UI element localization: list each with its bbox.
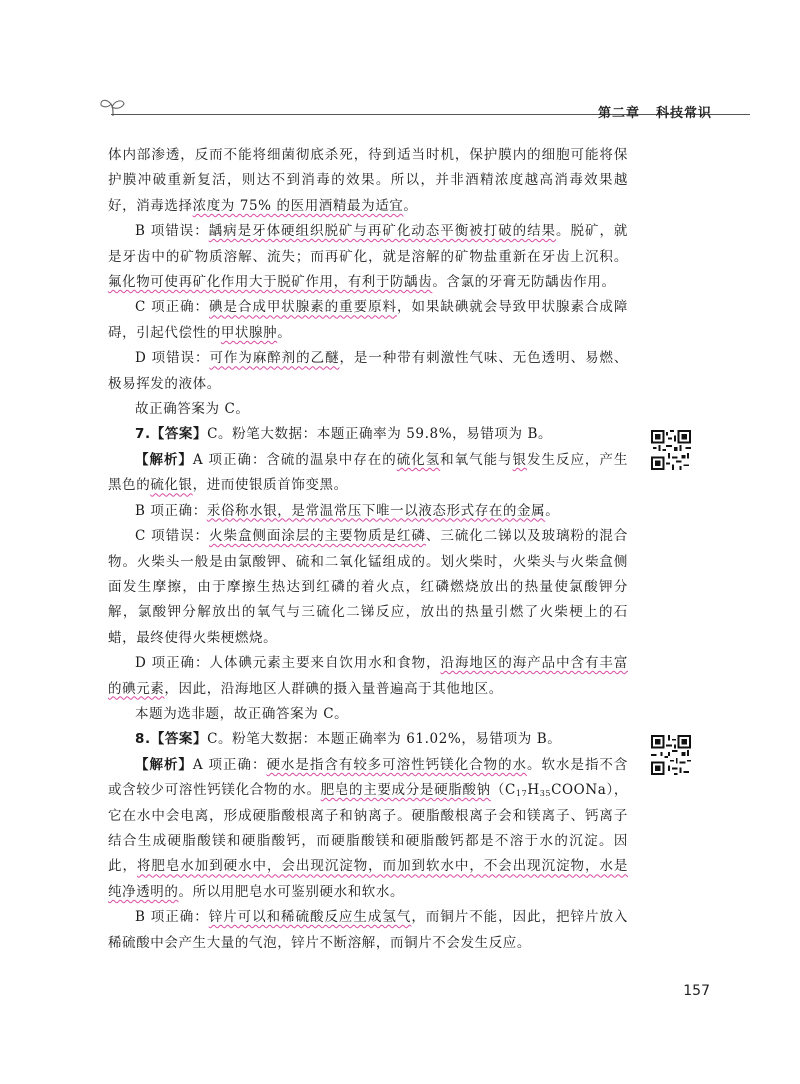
paragraph: D 项错误：可作为麻醉剂的乙醚，是一种带有刺激性气味、无色透明、易燃、极易挥发的液体。 (108, 350, 629, 392)
answer-line: 7.【答案】C。粉笔大数据：本题正确率为 59.8%，易错项为 B。 (135, 426, 553, 443)
qr-code-icon[interactable] (651, 735, 691, 775)
paragraph: B 项正确：锌片可以和稀硫酸反应生成氢气，而铜片不能，因此，把锌片放入稀硫酸中会产生大量的气泡，锌片不断溶解，而铜片不会发生反应。 (108, 909, 629, 951)
chapter-number: 第二章 (597, 106, 640, 121)
paragraph: 【解析】A 项正确：硬水是指含有较多可溶性钙镁化合物的水。软水是指不含或含较少可溶性钙镁化合物的水。肥皂的主要成分是硬脂酸钠$(C_{17}H_{35}COONa)$，它在水中会电离，形成硬脂酸根离子和钠离子。硬脂酸根离子会和镁离子、钙离子结合生成硬脂酸镁和硬脂酸钙，而硬脂酸镁和硬脂酸钙都是不溶于水的沉淀。因此，将肥皂水加到硬水中，会出现沉淀物，而加到软水中，不会出现沉淀物，水是纯净透明的。所以用肥皂水可鉴别硬水和软水。 (108, 756, 629, 900)
answer-line: 8.【答案】C。粉笔大数据：本题正确率为 61.02%，易错项为 B。 (135, 731, 562, 748)
chapter-title: 科技常识 (655, 106, 712, 121)
paragraph: D 项正确：人体碘元素主要来自饮用水和食物，沿海地区的海产品中含有丰富的碘元素，因此，沿海地区人群碘的摄入量普遍高于其他地区。 (108, 655, 628, 697)
qr-code-icon[interactable] (651, 430, 691, 470)
paragraph: B 项正确：汞俗称水银，是常温常压下唯一以液态形式存在的金属。 (135, 502, 560, 519)
paragraph: 故正确答案为 C。 (135, 401, 250, 418)
page-body (108, 143, 628, 956)
paragraph: 【解析】A 项正确：含硫的温泉中存在的硫化氢和氧气能与银发生反应，产生黑色的硫化银，进而使银质首饰变黑。 (108, 451, 628, 494)
paragraph: 体内部渗透，反而不能将细菌彻底杀死，待到适当时机，保护膜内的细胞可能将保护膜冲破重新复活，则达不到消毒的效果。所以，并非酒精浓度越高消毒效果越好，消毒选择浓度为 75% 的医用酒精最为适宜。 (108, 147, 628, 214)
paragraph: B 项错误：龋病是牙体硬组织脱矿与再矿化动态平衡被打破的结果。脱矿，就是牙齿中的矿物质溶解、流失；而再矿化，就是溶解的矿物盐重新在牙齿上沉积。氟化物可使再矿化作用大于脱矿作用，有利于防龋齿。含氯的牙膏无防龋齿作用。 (108, 223, 629, 291)
paragraph: C 项正确：碘是合成甲状腺素的重要原料，如果缺碘就会导致甲状腺素合成障碍，引起代偿性的甲状腺肿。 (108, 299, 628, 341)
paragraph: C 项错误：火柴盒侧面涂层的主要物质是红磷、三硫化二锑以及玻璃粉的混合物。火柴头一般是由氯酸钾、硫和二氧化锰组成的。划火柴时，火柴头与火柴盒侧面发生摩擦，由于摩擦生热达到红磷的着火点，红磷燃烧放出的热量使氯酸钾分解，氯酸钾分解放出的氧气与三硫化二锑反应，放出的热量引燃了火柴梗上的石蜡，最终使得火柴梗燃烧。 (108, 528, 628, 646)
running-header (598, 102, 712, 121)
paragraph: 本题为选非题，故正确答案为 C。 (135, 705, 349, 722)
page-number: 157 (683, 983, 710, 999)
